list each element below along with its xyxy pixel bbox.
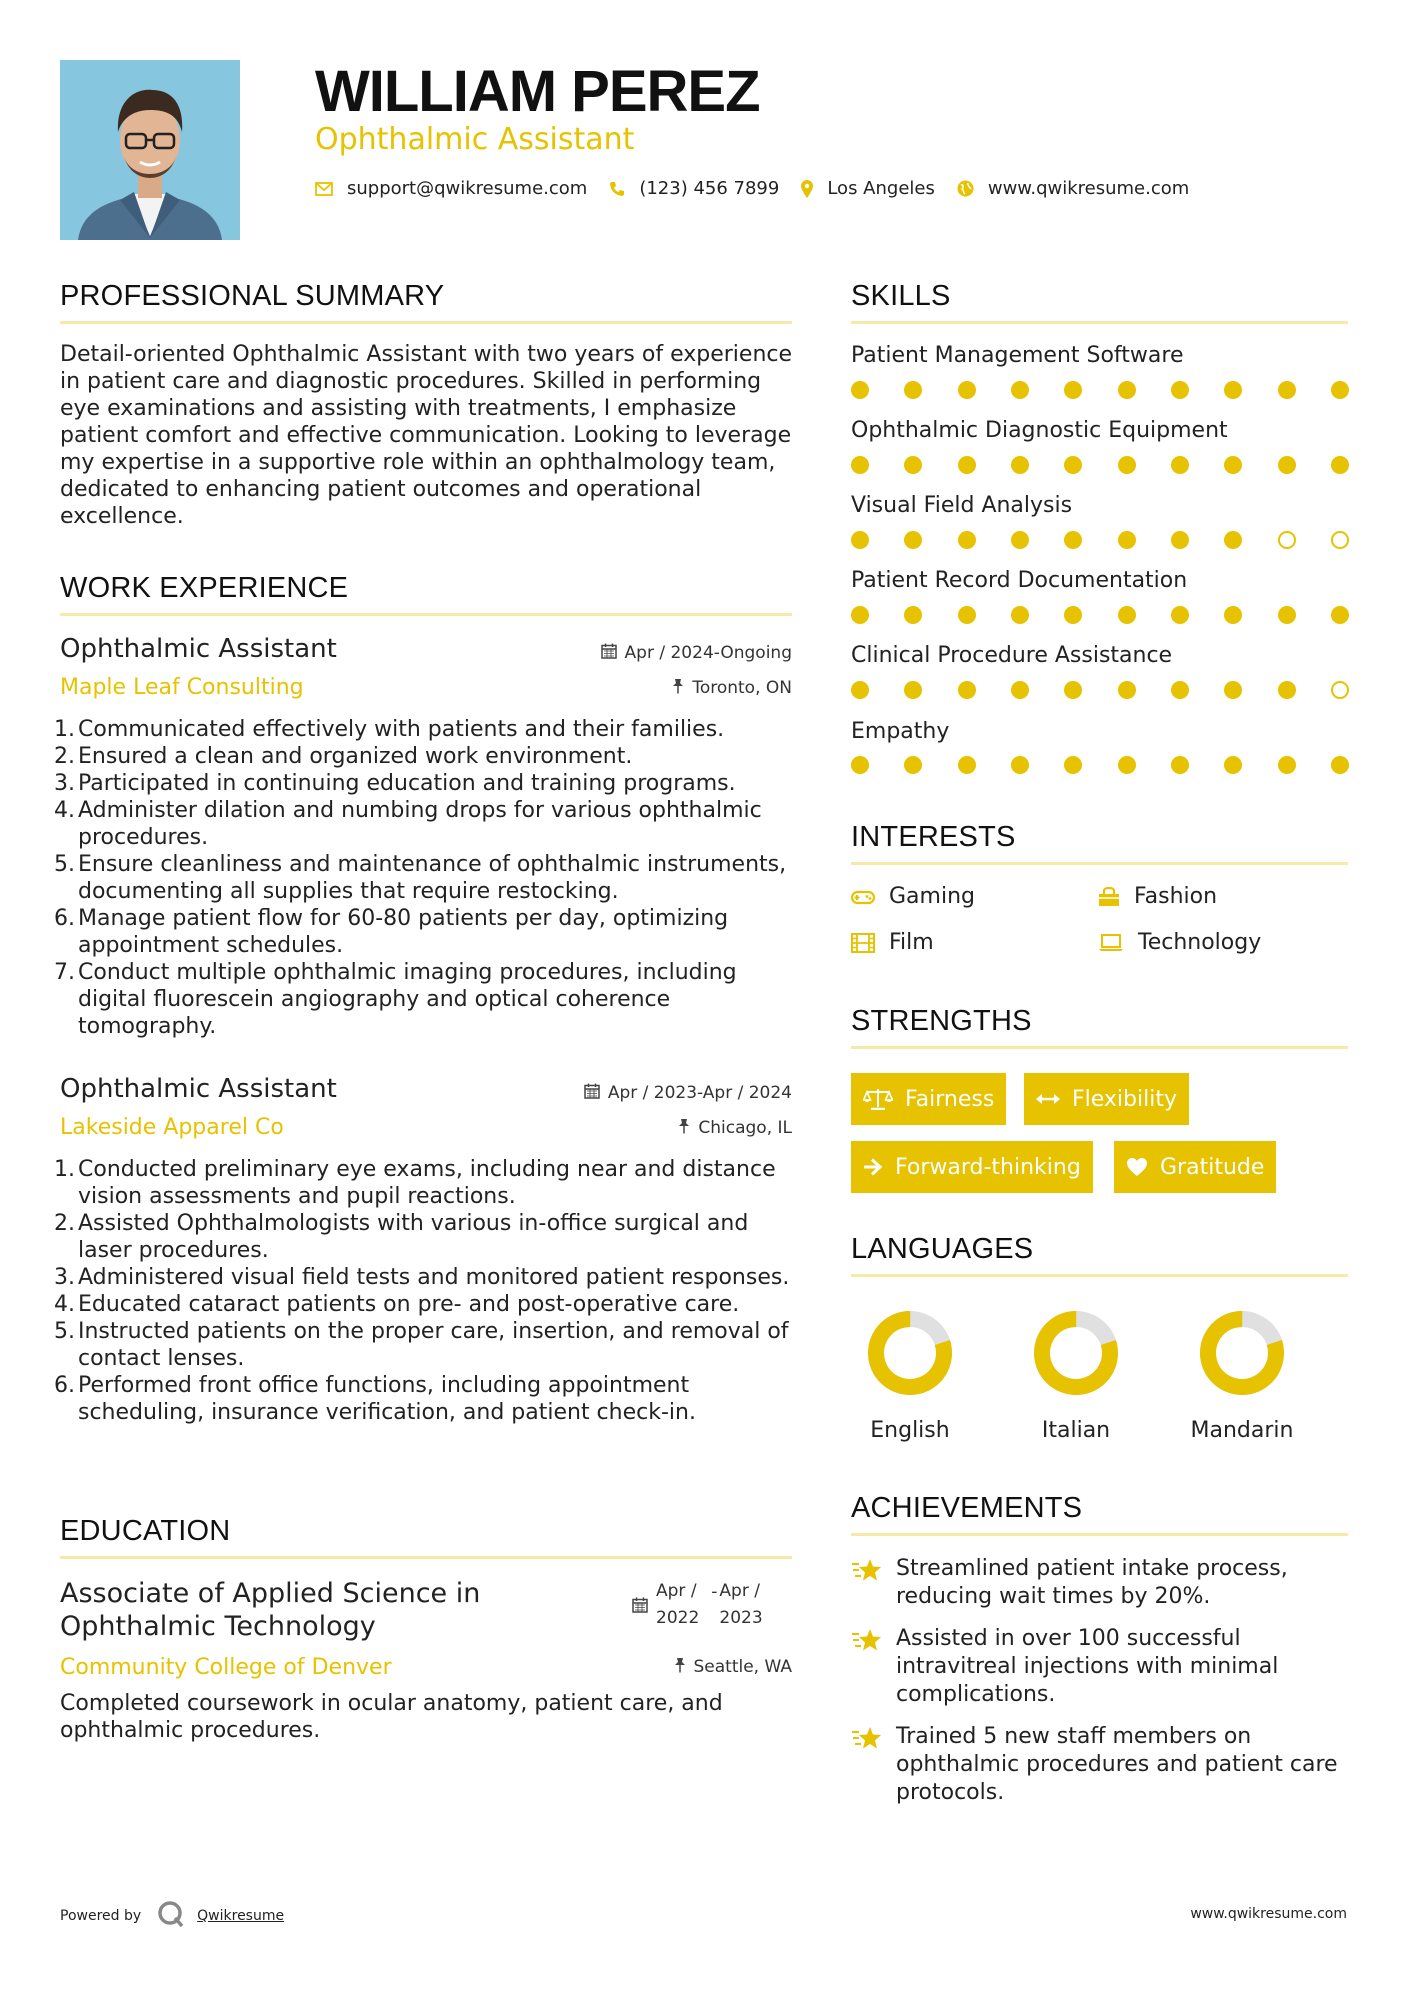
footer-website[interactable]: www.qwikresume.com — [1190, 1906, 1347, 1922]
contact-location — [801, 178, 935, 199]
education-location-text: Seattle, WA — [693, 1657, 792, 1677]
strength-label: Gratitude — [1160, 1154, 1265, 1180]
skill-dot-filled — [958, 456, 976, 474]
skill-dot-filled — [1171, 456, 1189, 474]
skill-dot-filled — [1331, 756, 1349, 774]
skill-dot-filled — [1224, 606, 1242, 624]
skill-label: Clinical Procedure Assistance — [851, 643, 1173, 668]
job-date — [601, 643, 792, 663]
skill-dot-filled — [1011, 381, 1029, 399]
skill-dot-filled — [1331, 456, 1349, 474]
languages-heading: LANGUAGES — [851, 1233, 1034, 1265]
skill-rating — [851, 381, 1349, 401]
interest-label: Technology — [1138, 930, 1262, 955]
list-item: 3. Participated in continuing education and training programs. — [54, 771, 736, 796]
list-item: 4. Educated cataract patients on pre- and post-operative care. — [54, 1292, 740, 1317]
skill-dot-filled — [1171, 531, 1189, 549]
list-item: 1. Communicated effectively with patients and their families. — [54, 717, 725, 742]
website-text: www.qwikresume.com — [987, 178, 1190, 199]
job-duties-list — [52, 716, 800, 1040]
skill-dot-filled — [1118, 381, 1136, 399]
skill-dot-filled — [1064, 681, 1082, 699]
job-location — [678, 1118, 792, 1138]
arrows-horizontal-icon — [1036, 1092, 1060, 1106]
skill-label: Empathy — [851, 719, 950, 744]
job-location-text: Chicago, IL — [698, 1118, 792, 1138]
job-date-text: Apr / 2023-Apr / 2024 — [607, 1083, 792, 1103]
skill-dot-filled — [904, 531, 922, 549]
skill-dot-filled — [1171, 606, 1189, 624]
interest-item — [851, 884, 975, 909]
languages-divider — [851, 1274, 1348, 1277]
skills-divider — [851, 321, 1348, 324]
skill-dot-filled — [1011, 456, 1029, 474]
skill-label: Ophthalmic Diagnostic Equipment — [851, 418, 1228, 443]
skill-rating — [851, 756, 1349, 776]
strength-badge — [1114, 1141, 1276, 1193]
list-item: 1. Conducted preliminary eye exams, including near and distance vision assessments and pupil reactions. — [54, 1157, 776, 1209]
interest-item — [851, 930, 934, 955]
skill-dot-empty — [1331, 681, 1349, 699]
skill-dot-filled — [1011, 681, 1029, 699]
skill-rating — [851, 531, 1349, 551]
star-icon — [851, 1625, 896, 1709]
interest-item — [1098, 930, 1261, 955]
skill-dot-filled — [1118, 756, 1136, 774]
skill-dot-filled — [1278, 756, 1296, 774]
skill-dot-filled — [1331, 381, 1349, 399]
skill-dot-empty — [1331, 531, 1349, 549]
achievement-item — [851, 1723, 1351, 1807]
skill-dot-filled — [1011, 606, 1029, 624]
skill-label: Patient Record Documentation — [851, 568, 1188, 593]
language-item — [1172, 1310, 1312, 1443]
job-date — [584, 1083, 792, 1103]
star-icon — [851, 1555, 896, 1611]
skill-dot-filled — [1278, 381, 1296, 399]
list-item: 3. Administered visual field tests and monitored patient responses. — [54, 1265, 790, 1290]
education-date — [632, 1578, 763, 1632]
skill-dot-filled — [851, 606, 869, 624]
calendar-icon — [601, 643, 617, 663]
star-icon — [851, 1723, 896, 1807]
language-ring — [1199, 1310, 1285, 1396]
contact-bar — [315, 178, 1211, 199]
skill-dot-filled — [1171, 756, 1189, 774]
list-item: 2. Assisted Ophthalmologists with various in-office surgical and laser procedures. — [54, 1211, 749, 1263]
skill-dot-filled — [1224, 381, 1242, 399]
skill-dot-filled — [851, 456, 869, 474]
skill-dot-filled — [1171, 381, 1189, 399]
job-company: Lakeside Apparel Co — [60, 1115, 284, 1140]
skill-dot-filled — [851, 756, 869, 774]
film-icon — [851, 933, 875, 953]
skill-dot-filled — [851, 381, 869, 399]
list-item: 4. Administer dilation and numbing drops for various ophthalmic procedures. — [54, 798, 762, 850]
list-item: 5. Instructed patients on the proper care, insertion, and removal of contact lenses. — [54, 1319, 789, 1371]
language-name: Italian — [1041, 1418, 1111, 1443]
skill-dot-filled — [958, 756, 976, 774]
skill-dot-filled — [1278, 681, 1296, 699]
skill-dot-filled — [851, 531, 869, 549]
skill-dot-filled — [958, 381, 976, 399]
strength-label: Forward-thinking — [895, 1154, 1081, 1180]
job-date-text: Apr / 2024-Ongoing — [624, 643, 792, 663]
phone-icon — [609, 181, 625, 197]
calendar-icon — [632, 1597, 648, 1613]
skill-dot-filled — [1171, 681, 1189, 699]
candidate-name: WILLIAM PEREZ — [315, 59, 760, 124]
skill-dot-filled — [1224, 456, 1242, 474]
skill-dot-filled — [1011, 531, 1029, 549]
summary-text: Detail-oriented Ophthalmic Assistant with two years of experience in patient care and diagnostic procedures. Skilled in performing eye examinations and assisting with treatments, I emphasize patient comfort and effective communication. Looking to leverage my expertise in a supportive role within an ophthalmology team, dedicated to enhancing patient outcomes and operational excellence. — [60, 342, 793, 529]
language-ring — [1033, 1310, 1119, 1396]
list-item: 6. Manage patient flow for 60-80 patients per day, optimizing appointment schedules. — [54, 906, 729, 958]
education-heading: EDUCATION — [60, 1515, 231, 1547]
experience-divider — [60, 613, 792, 616]
achievement-item — [851, 1625, 1351, 1709]
strength-badge — [851, 1141, 1093, 1193]
skill-dot-filled — [1224, 531, 1242, 549]
language-item — [1006, 1310, 1146, 1443]
skills-heading: SKILLS — [851, 280, 951, 312]
powered-by-text: Powered by — [60, 1908, 142, 1924]
list-item: 6. Performed front office functions, including appointment scheduling, insurance verification, and patient check-in. — [54, 1373, 696, 1425]
skill-dot-filled — [904, 681, 922, 699]
skill-dot-filled — [1278, 606, 1296, 624]
job-duties-list — [52, 1156, 800, 1426]
skill-rating — [851, 606, 1349, 626]
heart-icon — [1126, 1157, 1148, 1177]
skill-dot-filled — [1064, 606, 1082, 624]
envelope-icon — [315, 182, 333, 196]
skill-dot-filled — [1118, 606, 1136, 624]
strengths-heading: STRENGTHS — [851, 1005, 1032, 1037]
summary-divider — [60, 321, 792, 324]
education-divider — [60, 1556, 792, 1559]
footer-powered-by — [60, 1900, 284, 1932]
experience-heading: WORK EXPERIENCE — [60, 572, 349, 604]
balance-scale-icon — [863, 1088, 893, 1110]
achievement-text: Streamlined patient intake process, reducing wait times by 20%. — [896, 1556, 1288, 1609]
skill-dot-filled — [904, 606, 922, 624]
location-text: Los Angeles — [827, 178, 935, 199]
gamepad-icon — [851, 889, 875, 905]
language-name: Mandarin — [1190, 1418, 1294, 1443]
language-name: English — [870, 1418, 950, 1443]
skill-dot-filled — [904, 456, 922, 474]
skill-dot-filled — [958, 681, 976, 699]
skill-dot-filled — [1224, 681, 1242, 699]
achievement-item — [851, 1555, 1351, 1611]
skill-dot-empty — [1278, 531, 1296, 549]
job-location-text: Toronto, ON — [692, 678, 792, 698]
profile-photo — [60, 60, 240, 240]
skill-dot-filled — [851, 681, 869, 699]
avatar — [60, 60, 240, 240]
summary-heading: PROFESSIONAL SUMMARY — [60, 280, 445, 312]
skill-dot-filled — [1331, 606, 1349, 624]
skill-dot-filled — [1224, 756, 1242, 774]
list-item: 7. Conduct multiple ophthalmic imaging procedures, including digital fluorescein angiography and optical coherence tomography. — [54, 960, 737, 1039]
pushpin-icon — [672, 678, 684, 698]
skill-dot-filled — [904, 381, 922, 399]
language-ring — [867, 1310, 953, 1396]
achievements-heading: ACHIEVEMENTS — [851, 1492, 1083, 1524]
skill-dot-filled — [958, 606, 976, 624]
laptop-icon — [1098, 934, 1124, 952]
education-date-start: Apr / 2022 — [656, 1581, 700, 1628]
skill-dot-filled — [1278, 456, 1296, 474]
contact-phone[interactable] — [609, 178, 779, 199]
skill-rating — [851, 456, 1349, 476]
calendar-icon — [584, 1083, 600, 1103]
brand-link[interactable]: Qwikresume — [197, 1908, 285, 1924]
skill-dot-filled — [1118, 456, 1136, 474]
interests-divider — [851, 862, 1348, 865]
interest-label: Film — [889, 930, 934, 955]
skill-label: Visual Field Analysis — [851, 493, 1073, 518]
skill-dot-filled — [1064, 456, 1082, 474]
email-text: support@qwikresume.com — [347, 178, 588, 199]
arrow-right-icon — [863, 1158, 883, 1176]
interest-label: Gaming — [889, 884, 975, 909]
list-item: 5. Ensure cleanliness and maintenance of ophthalmic instruments, documenting all supplies that require restocking. — [54, 852, 787, 904]
skill-rating — [851, 681, 1349, 701]
strength-badge — [1024, 1073, 1189, 1125]
skill-dot-filled — [1064, 381, 1082, 399]
interests-heading: INTERESTS — [851, 821, 1016, 853]
achievement-text: Assisted in over 100 successful intravitreal injections with minimal complications. — [896, 1626, 1279, 1707]
job-title: Ophthalmic Assistant — [60, 634, 337, 664]
qwikresume-logo-icon — [157, 1900, 185, 1932]
skill-label: Patient Management Software — [851, 343, 1184, 368]
strength-label: Fairness — [905, 1086, 995, 1112]
date-separator: - — [711, 1582, 718, 1602]
skill-dot-filled — [904, 756, 922, 774]
skill-dot-filled — [1118, 531, 1136, 549]
globe-icon — [957, 180, 974, 197]
strengths-divider — [851, 1046, 1348, 1049]
skill-dot-filled — [1064, 756, 1082, 774]
education-location — [674, 1657, 793, 1677]
list-item: 2. Ensured a clean and organized work environment. — [54, 744, 633, 769]
phone-text: (123) 456 7899 — [639, 178, 780, 199]
job-location — [672, 678, 792, 698]
map-pin-icon — [801, 180, 813, 198]
pushpin-icon — [674, 1657, 686, 1677]
skill-dot-filled — [1064, 531, 1082, 549]
candidate-title: Ophthalmic Assistant — [315, 122, 635, 157]
language-item — [840, 1310, 980, 1443]
strength-badge — [851, 1073, 1006, 1125]
education-description: Completed coursework in ocular anatomy, patient care, and ophthalmic procedures. — [60, 1691, 723, 1743]
bag-icon — [1098, 887, 1120, 907]
skill-dot-filled — [1011, 756, 1029, 774]
contact-website[interactable] — [957, 178, 1189, 199]
achievements-divider — [851, 1533, 1348, 1536]
achievement-text: Trained 5 new staff members on ophthalmic procedures and patient care protocols. — [896, 1724, 1338, 1805]
education-date-end: Apr / 2023 — [719, 1581, 763, 1628]
skill-dot-filled — [1118, 681, 1136, 699]
contact-email[interactable] — [315, 178, 587, 199]
pushpin-icon — [678, 1118, 690, 1138]
interest-label: Fashion — [1134, 884, 1218, 909]
degree-title: Associate of Applied Science in Ophthalmic Technology — [60, 1578, 481, 1642]
school-name: Community College of Denver — [60, 1655, 392, 1680]
skill-dot-filled — [958, 531, 976, 549]
strength-label: Flexibility — [1072, 1086, 1177, 1112]
job-title: Ophthalmic Assistant — [60, 1074, 337, 1104]
interest-item — [1098, 884, 1217, 909]
job-company: Maple Leaf Consulting — [60, 675, 304, 700]
